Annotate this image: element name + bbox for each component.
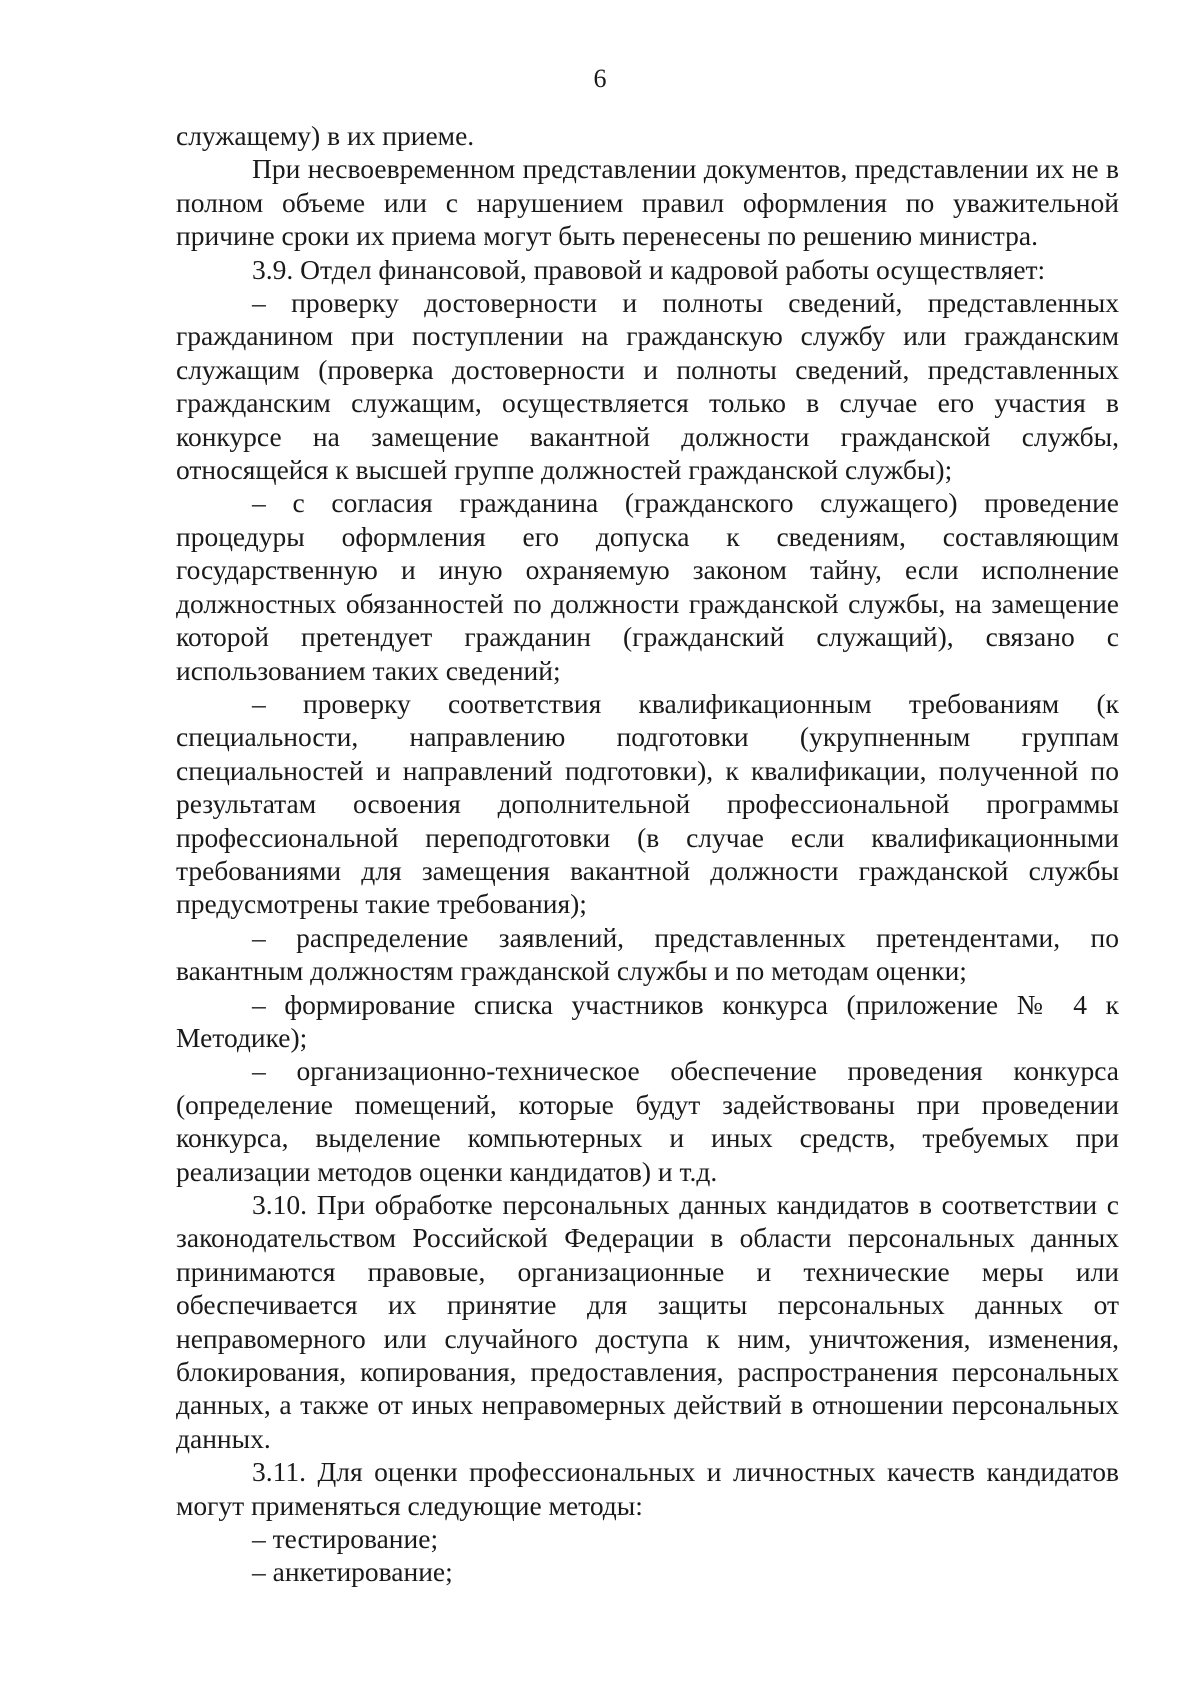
paragraph-3-10: 3.10. При обработке персональных данных кандидатов в соответствии с законодательством Российской Федерации в области персональных данных принимаются правовые, организационные и технические меры или обеспечивается их принятие для защиты персональных данных от неправомерного или случайного доступа к ним, уничтожения, изменения, блокирования, копирования, предоставления, распространения персональных данных, а также от иных неправомерных действий в отношении персональных данных. [176,1189,1119,1454]
page-number: 6 [593,64,607,93]
list-item-questionnaire: – анкетирование; [252,1556,453,1588]
list-item-qualification-check: – проверку соответствия квалификационным требованиям (к специальности, направлению подготовки (укрупненным группам специальностей и направлений подготовки), к квалификации, полученной по результатам освоения дополнительной профессиональной программы профессиональной переподготовки (в случае если квалификационными требованиями для замещения вакантной должности гражданской службы предусмотрены такие требования); [176,687,1119,920]
paragraph-late-submission: При несвоевременном представлении документов, представлении их не в полном объеме или с нарушением правил оформления по уважительной причине сроки их приема могут быть перенесены по решению министра. [176,153,1119,252]
paragraph-3-11: 3.11. Для оценки профессиональных и личностных качеств кандидатов могут применяться следующие методы: [176,1456,1119,1521]
paragraph-continuation: служащему) в их приеме. [176,120,475,151]
list-item-clearance: – с согласия гражданина (гражданского служащего) проведение процедуры оформления его допуска к сведениям, составляющим государственную и иную охраняемую законом тайну, если исполнение должностных обязанностей по должности гражданской службы, на замещение которой претендует гражданин (гражданский служащий), связано с использованием таких сведений; [176,487,1119,686]
list-item-testing: – тестирование; [252,1523,439,1555]
list-item-participants-list: – формирование списка участников конкурса (приложение № 4 к Методике); [176,988,1119,1053]
list-item-technical-support: – организационно-техническое обеспечение проведения конкурса (определение помещений, которые будут задействованы при проведении конкурса, выделение компьютерных и иных средств, требуемых при реализации методов оценки кандидатов) и т.д. [176,1055,1119,1187]
paragraph-3-9-heading: 3.9. Отдел финансовой, правовой и кадровой работы осуществляет: [252,253,1046,285]
document-body [176,119,1119,1589]
list-item-verification: – проверку достоверности и полноты сведений, представленных гражданином при поступлении на гражданскую службу или гражданским служащим (проверка достоверности и полноты сведений, представленных гражданским служащим, осуществляется только в случае его участия в конкурсе на замещение вакантной должности гражданской службы, относящейся к высшей группе должностей гражданской службы); [176,287,1119,486]
list-item-distribution: – распределение заявлений, представленных претендентами, по вакантным должностям гражданской службы и по методам оценки; [176,921,1119,987]
